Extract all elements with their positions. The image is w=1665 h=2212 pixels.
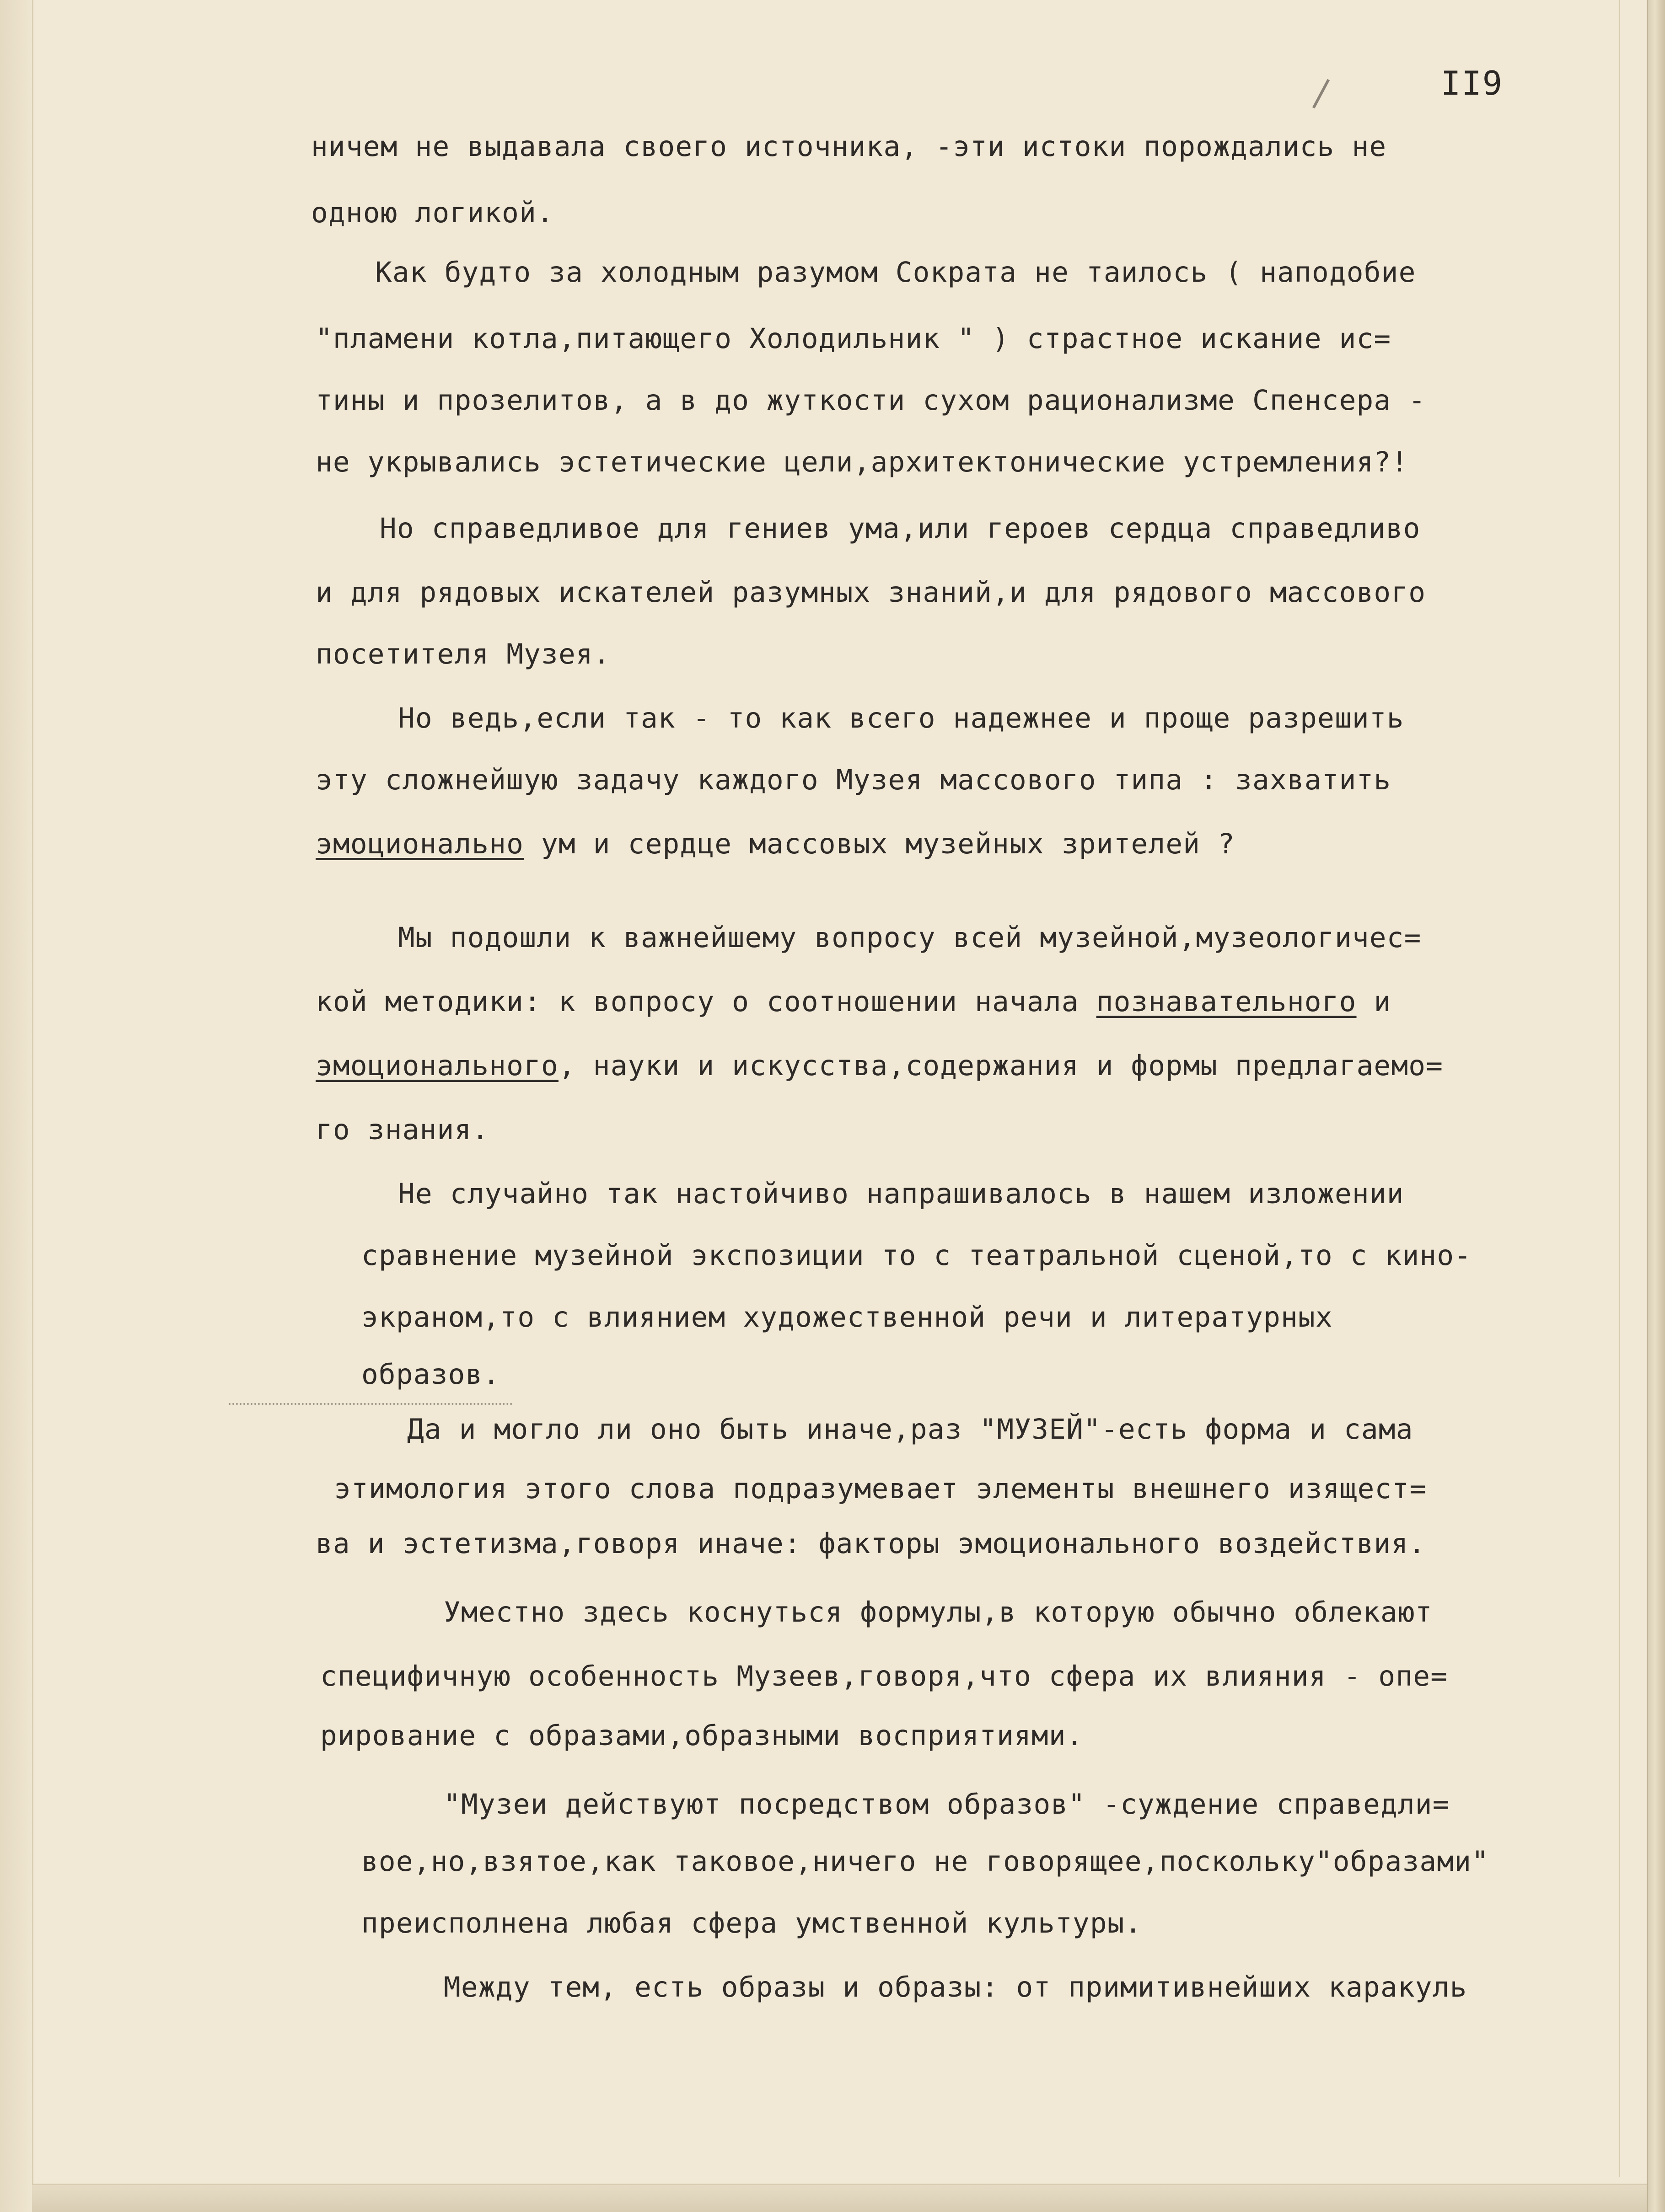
text-line: Как будто за холодным разумом Сократа не таилось ( наподобие <box>375 256 1416 289</box>
text-line: вое,но,взятое,как таковое,ничего не говорящее,поскольку"образами" <box>361 1845 1489 1878</box>
text-line: "пламени котла,питающего Холодильник " ) страстное искание ис= <box>316 322 1391 355</box>
text-line: Мы подошли к важнейшему вопросу всей музейной,музеологичес= <box>398 921 1422 954</box>
page-inner-edge <box>1619 0 1625 2177</box>
text-line: преисполнена любая сфера умственной культуры. <box>361 1907 1142 1939</box>
text-line: этимология этого слова подразумевает элементы внешнего изящест= <box>334 1473 1427 1505</box>
text-line-start: кой методики: к вопросу о соотношении начала <box>316 985 1096 1018</box>
text-line <box>316 830 1235 858</box>
text-line: посетителя Музея. <box>316 638 611 670</box>
text-line: Между тем, есть образы и образы: от примитивнейших каракуль <box>444 1971 1467 2003</box>
text-line: Да и могло ли оно быть иначе,раз "МУЗЕЙ"-есть форма и сама <box>407 1413 1413 1446</box>
text-line <box>316 985 1391 1018</box>
text-line: тины и прозелитов, а в до жуткости сухом рационализме Спенсера - <box>316 384 1426 417</box>
text-line: сравнение музейной экспозиции то с театральной сценой,то с кино- <box>361 1239 1472 1272</box>
text-line: Но ведь,если так - то как всего надежнее и проще разрешить <box>398 702 1404 734</box>
underlined-word: эмоционального <box>316 1050 559 1082</box>
text-line <box>316 1052 1443 1080</box>
text-line: специфичную особенность Музеев,говоря,что сфера их влияния - опе= <box>320 1660 1448 1692</box>
page-number: II9 <box>1441 64 1504 102</box>
text-line: ва и эстетизма,говоря иначе: факторы эмоционального воздействия. <box>316 1527 1426 1560</box>
text-line: экраном,то с влиянием художественной речи и литературных <box>361 1301 1333 1334</box>
pencil-mark <box>1312 79 1330 109</box>
text-line-end: и <box>1356 985 1391 1018</box>
text-line-rest: , науки и искусства,содержания и формы предлагаемо= <box>558 1050 1444 1082</box>
text-line: образов. <box>361 1358 500 1391</box>
text-line-rest: ум и сердце массовых музейных зрителей ? <box>524 828 1235 860</box>
underlined-word: познавательного <box>1096 985 1357 1018</box>
dotted-divider <box>229 1403 512 1405</box>
text-line: не укрывались эстетические цели,архитектонические устремления?! <box>316 446 1409 478</box>
text-line: "Музеи действуют посредством образов" -суждение справедли= <box>444 1788 1450 1821</box>
text-line: Уместно здесь коснуться формулы,в которую обычно облекают <box>444 1596 1433 1628</box>
text-line: рирование с образами,образными восприятиями. <box>320 1719 1084 1752</box>
text-line: Не случайно так настойчиво напрашивалось в нашем изложении <box>398 1178 1404 1210</box>
page-stack-edge <box>1647 0 1665 2212</box>
text-line: эту сложнейшую задачу каждого Музея массового типа : захватить <box>316 764 1391 796</box>
text-line: го знания. <box>316 1114 489 1146</box>
underlined-word: эмоционально <box>316 828 524 860</box>
text-line: одною логикой. <box>311 197 554 229</box>
page-binding <box>0 0 33 2212</box>
page-bottom-fold <box>32 2184 1647 2212</box>
text-line: ничем не выдавала своего источника, -эти истоки порождались не <box>311 130 1387 163</box>
text-line: Но справедливое для гениев ума,или героев сердца справедливо <box>380 512 1421 545</box>
text-line: и для рядовых искателей разумных знаний,и для рядового массового <box>316 576 1426 609</box>
